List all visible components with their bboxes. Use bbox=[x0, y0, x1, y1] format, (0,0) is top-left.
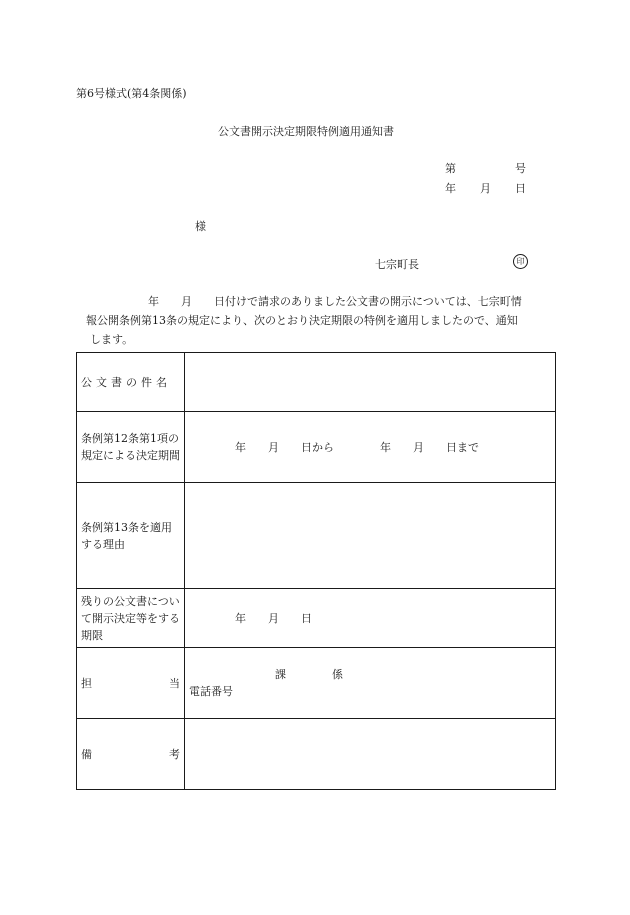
contact-field[interactable] bbox=[185, 648, 556, 719]
table-row bbox=[77, 353, 556, 412]
issue-date bbox=[445, 180, 526, 196]
remarks-label bbox=[77, 719, 185, 790]
to-month: 月 bbox=[413, 440, 424, 454]
document-title: 公文書開示決定期限特例適用通知書 bbox=[218, 125, 394, 138]
notice-body bbox=[86, 292, 556, 349]
phone-label: 電話番号 bbox=[189, 685, 233, 698]
contact-label bbox=[77, 648, 185, 719]
from-year: 年 bbox=[235, 440, 246, 454]
doc-number-suffix: 号 bbox=[515, 162, 526, 175]
subsection-unit: 係 bbox=[332, 668, 343, 681]
table-row bbox=[77, 412, 556, 483]
document-name-label: 公文書の件名 bbox=[77, 353, 185, 412]
deadline-month: 月 bbox=[268, 611, 279, 625]
section-unit: 課 bbox=[275, 668, 286, 681]
decision-period-field[interactable] bbox=[185, 412, 556, 483]
table-row bbox=[77, 648, 556, 719]
decision-period-label: 条例第12条第1項の規定による決定期間 bbox=[77, 412, 185, 483]
contact-label-left: 担 bbox=[81, 676, 92, 690]
contact-label-right: 当 bbox=[169, 676, 180, 690]
form-number: 第6号様式(第4条関係) bbox=[76, 87, 187, 100]
notice-body-line1: 年 月 日付けで請求のありました公文書の開示については、七宗町情 bbox=[148, 295, 522, 308]
remarks-label-right: 考 bbox=[169, 747, 180, 761]
seal-mark: 印 bbox=[513, 254, 528, 269]
issue-date-month: 月 bbox=[480, 182, 491, 195]
document-name-field[interactable] bbox=[185, 353, 556, 412]
from-month: 月 bbox=[268, 440, 279, 454]
addressee-suffix: 様 bbox=[195, 220, 206, 233]
notice-body-line2: 報公開条例第13条の規定により、次のとおり決定期限の特例を適用しましたので、通知 bbox=[86, 314, 518, 327]
table-row bbox=[77, 719, 556, 790]
table-row bbox=[77, 589, 556, 648]
remarks-field[interactable] bbox=[185, 719, 556, 790]
remaining-deadline-field[interactable] bbox=[185, 589, 556, 648]
deadline-day: 日 bbox=[301, 611, 312, 625]
notice-table bbox=[76, 352, 556, 790]
remarks-label-left: 備 bbox=[81, 747, 92, 761]
remaining-deadline-label: 残りの公文書について開示決定等をする期限 bbox=[77, 589, 185, 648]
from-day: 日から bbox=[301, 440, 334, 454]
application-reason-label: 条例第13条を適用する理由 bbox=[77, 483, 185, 589]
to-year: 年 bbox=[380, 440, 391, 454]
to-day: 日まで bbox=[446, 440, 479, 454]
issue-date-day: 日 bbox=[515, 182, 526, 195]
notice-body-line3: します。 bbox=[90, 333, 134, 346]
issue-date-year: 年 bbox=[445, 182, 456, 195]
doc-number-prefix: 第 bbox=[445, 162, 456, 175]
table-row bbox=[77, 483, 556, 589]
issuer-name: 七宗町長 bbox=[375, 258, 419, 271]
application-reason-field[interactable] bbox=[185, 483, 556, 589]
deadline-year: 年 bbox=[235, 611, 246, 625]
